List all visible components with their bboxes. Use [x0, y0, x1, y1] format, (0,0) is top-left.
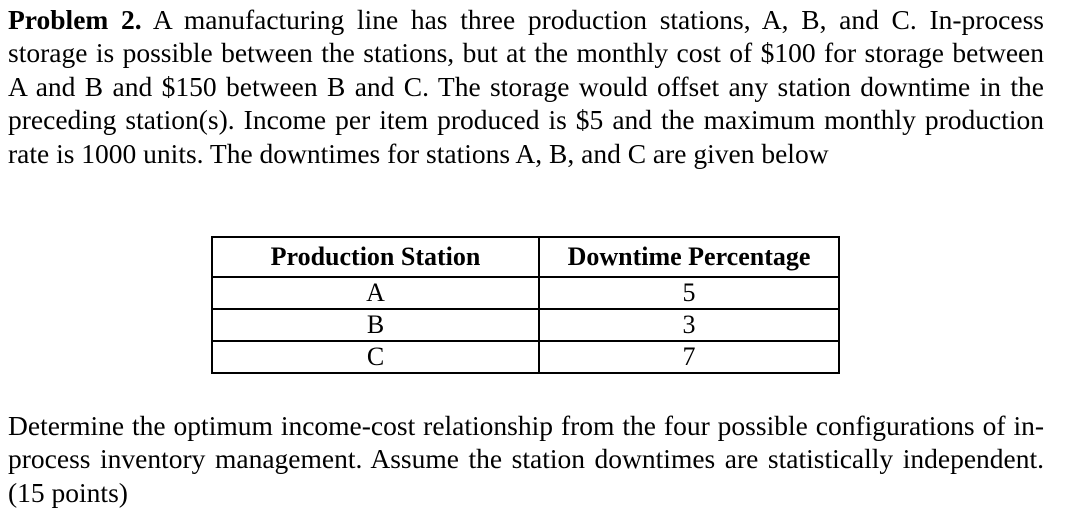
header-downtime-percentage: Downtime Percentage — [539, 237, 839, 277]
downtime-table — [211, 236, 840, 374]
table-row — [212, 341, 839, 373]
table-row — [212, 309, 839, 341]
table-row — [212, 277, 839, 309]
problem-label: Problem 2. — [8, 4, 142, 35]
table-header-row — [212, 237, 839, 277]
station-cell: A — [212, 277, 539, 309]
station-cell: C — [212, 341, 539, 373]
header-production-station: Production Station — [212, 237, 539, 277]
problem-intro: A manufacturing line has three production stations, A, B, and C. In-process storage is possible between the stations, but at the monthly cost of $100 for storage between A and B and $150 between B and C. The storage would offset any station downtime in the preceding station(s). Income per item produced is $5 and the maximum monthly production rate is 1000 units. The downtimes for stations A, B, and C are given below — [8, 4, 1044, 169]
problem-statement — [8, 3, 1044, 170]
downtime-cell: 7 — [539, 341, 839, 373]
downtime-cell: 3 — [539, 309, 839, 341]
downtime-cell: 5 — [539, 277, 839, 309]
station-cell: B — [212, 309, 539, 341]
question-statement: Determine the optimum income-cost relationship from the four possible configurations of in-process inventory management. Assume the station downtimes are statistically independent. (15 points) — [8, 410, 1044, 508]
